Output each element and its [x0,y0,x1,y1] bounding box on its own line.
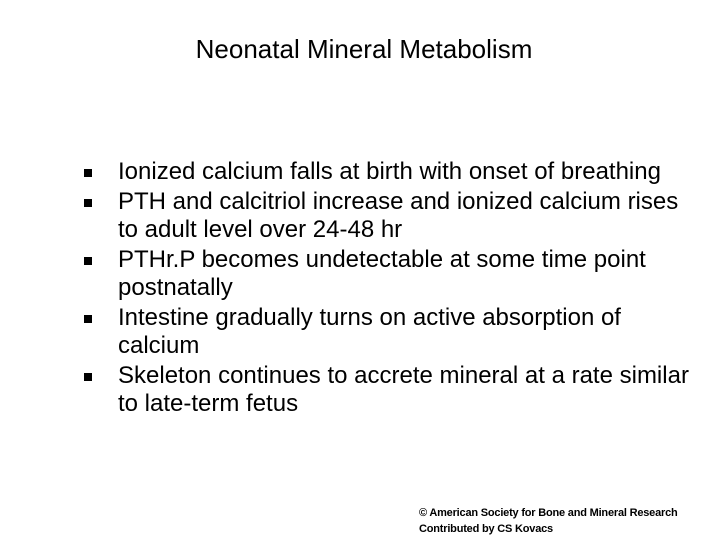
bullet-text: Skeleton continues to accrete mineral at a rate similar to late-term fetus [118,361,689,417]
bullet-item [84,304,694,361]
bullet-item [84,158,694,187]
bullet-item [84,362,694,419]
bullet-text: Intestine gradually turns on active absorption of calcium [118,303,621,359]
copyright-text: © American Society for Bone and Mineral Research [419,507,678,519]
bullet-text: Ionized calcium falls at birth with onset of breathing [118,158,661,185]
square-bullet-icon [84,199,92,207]
square-bullet-icon [84,373,92,381]
bullet-text: PTH and calcitriol increase and ionized calcium rises to adult level over 24-48 hr [118,187,679,243]
bullet-text: PTHr.P becomes undetectable at some time point postnatally [118,245,646,301]
slide-title: Neonatal Mineral Metabolism [195,34,533,64]
bullet-list [84,158,694,420]
square-bullet-icon [84,169,92,177]
square-bullet-icon [84,315,92,323]
bullet-item [84,188,694,245]
credits [419,505,719,537]
square-bullet-icon [84,257,92,265]
contributor-text: Contributed by CS Kovacs [419,523,553,535]
bullet-item [84,246,694,303]
